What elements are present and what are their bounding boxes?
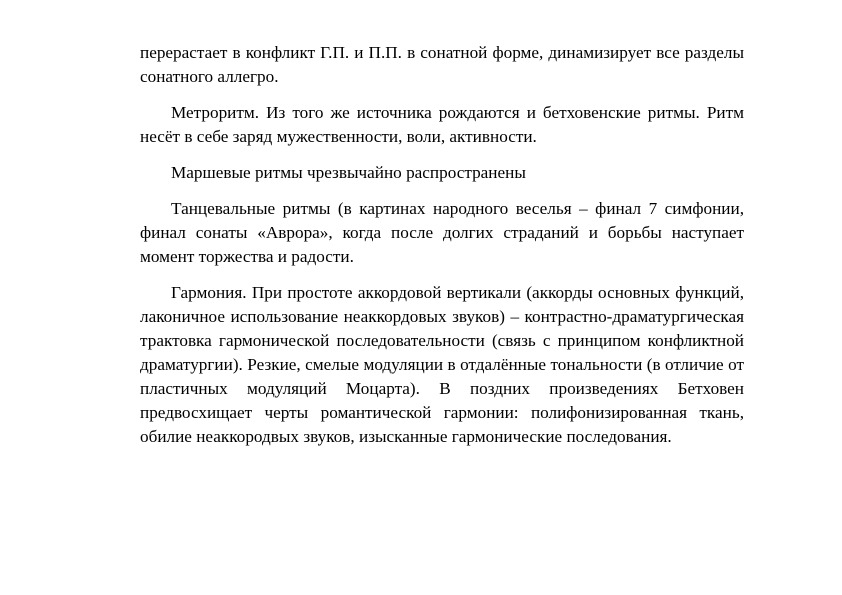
paragraph-march-rhythms: Маршевые ритмы чрезвычайно распространены (171, 163, 526, 182)
paragraph-harmony: Гармония. При простоте аккордовой вертикали (аккорды основных функций, лаконичное использование неаккордовых звуков) – контрастно-драматургическая трактовка гармонической последовательности (связь с принципом конфликтной драматургии). Резкие, смелые модуляции в отдалённые тональности (в отличие от пластичных модуляций Моцарта). В поздних произведениях Бетховен предвосхищает черты романтической гармонии: полифонизированная ткань, обилие неаккородвых звуков, изысканные гармонические последования. (140, 283, 744, 446)
paragraph-continuation: перерастает в конфликт Г.П. и П.П. в сонатной форме, динамизирует все разделы сонатного аллегро. (140, 43, 744, 86)
document-body (140, 41, 744, 461)
paragraph-metrorhythm: Метроритм. Из того же источника рождаются и бетховенские ритмы. Ритм несёт в себе заряд мужественности, воли, активности. (140, 103, 744, 146)
paragraph-dance-rhythms: Танцевальные ритмы (в картинах народного веселья – финал 7 симфонии, финал сонаты «Аврора», когда после долгих страданий и борьбы наступает момент торжества и радости. (140, 199, 744, 266)
